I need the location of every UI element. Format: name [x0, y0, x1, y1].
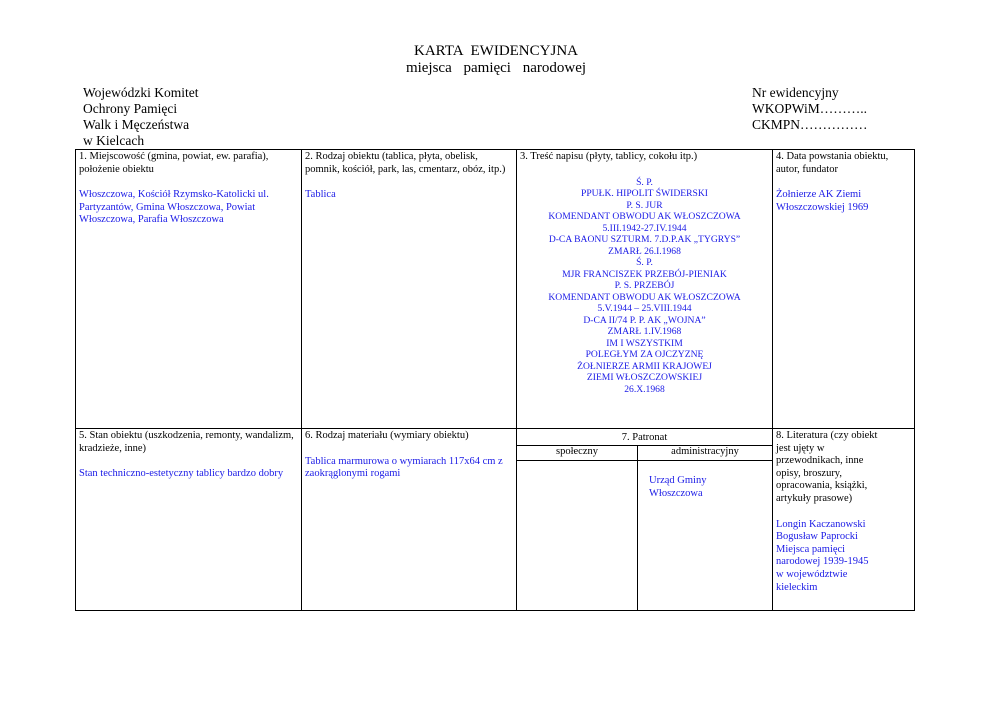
literature-line: narodowej 1939-1945: [776, 556, 869, 568]
inscription-line: ŻOŁNIERZE ARMII KRAJOWEJ: [577, 360, 712, 372]
inscription-line: KOMENDANT OBWODU AK WŁOSZCZOWA: [548, 211, 741, 223]
org-line: Ochrony Pamięci: [83, 101, 178, 116]
cell-object-type: [302, 149, 517, 429]
card-subtitle: miejsca pamięci narodowej: [405, 60, 587, 76]
patronage-social-header: społeczny: [517, 446, 638, 460]
inscription-line: ZIEMI WŁOSZCZOWSKIEJ: [586, 372, 703, 384]
object-type-value: Tablica: [305, 189, 336, 201]
cell-patronage: [517, 429, 773, 611]
inscription-line: P. S. JUR: [626, 199, 663, 211]
patronage-admin-header: administracyjny: [671, 446, 739, 457]
patronage-column-divider: [637, 460, 638, 610]
cell-location: [75, 149, 302, 429]
cell-literature: [773, 429, 915, 611]
inscription-line: D-CA BAONU SZTURM. 7.D.P.AK „TYGRYS”: [548, 234, 741, 246]
inscription-line: Ś. P.: [636, 257, 653, 269]
card-title-block: [0, 43, 992, 77]
literature-value: [776, 519, 886, 595]
location-label: 1. Miejscowość (gmina, powiat, ew. parafia), położenie obiektu: [79, 151, 269, 175]
creation-date-value: Żołnierze AK Ziemi Włoszczowskiej 1969: [776, 189, 869, 213]
registry-line: CKMPN……………: [752, 117, 868, 132]
patronage-label: 7. Patronat: [621, 432, 668, 443]
inscription-line: MJR FRANCISZEK PRZEBÓJ-PIENIAK: [562, 268, 727, 280]
literature-line: Bogusław Paprocki: [776, 531, 858, 543]
cell-creation-date: [773, 149, 915, 429]
inscription-line: POLEGŁYM ZA OJCZYZNĘ: [585, 349, 704, 361]
creation-date-label: 4. Data powstania obiektu, autor, fundator: [776, 151, 889, 175]
registry-line: Nr ewidencyjny: [752, 85, 839, 100]
card-title: KARTA EWIDENCYJNA: [414, 43, 578, 59]
location-value: Włoszczowa, Kościół Rzymsko-Katolicki ul. Partyzantów, Gmina Włoszczowa, Powiat Włoszczowa, Parafia Włoszczowa: [79, 189, 269, 226]
literature-line: kieleckim: [776, 581, 818, 593]
inscription-line: IM I WSZYSTKIM: [606, 337, 683, 349]
patronage-admin-value: Urząd Gminy Włoszczowa: [649, 475, 707, 499]
org-line: Wojewódzki Komitet: [83, 85, 199, 100]
material-label: 6. Rodzaj materiału (wymiary obiektu): [305, 430, 469, 441]
inscription-line: ZMARŁ 26.I.1968: [608, 245, 681, 257]
inscription-line: PPUŁK. HIPOLIT ŚWIDERSKI: [581, 188, 708, 200]
cell-inscription: [517, 149, 773, 429]
inscription-line: P. S. PRZEBÓJ: [614, 280, 675, 292]
inscription-text: [520, 177, 769, 396]
inscription-line: Ś. P.: [636, 176, 653, 188]
inscription-line: 26.X.1968: [624, 383, 665, 395]
inscription-line: 5.V.1944 – 25.VIII.1944: [597, 303, 692, 315]
inscription-line: D-CA II/74 P. P. AK „WOJNA”: [583, 314, 706, 326]
inscription-label: 3. Treść napisu (płyty, tablicy, cokołu itp.): [520, 151, 698, 162]
literature-line: w województwie: [776, 568, 848, 580]
condition-value: Stan techniczno-estetyczny tablicy bardzo dobry: [79, 468, 284, 480]
cell-condition: [75, 429, 302, 611]
inscription-line: 5.III.1942-27.IV.1944: [602, 222, 687, 234]
literature-line: Miejsca pamięci: [776, 543, 846, 555]
object-type-label: 2. Rodzaj obiektu (tablica, płyta, obelisk, pomnik, kościół, park, las, cmentarz, obóz, itp.): [305, 151, 506, 175]
material-value: Tablica marmurowa o wymiarach 117x64 cm z zaokrąglonymi rogami: [305, 455, 503, 480]
registry-number-block: [752, 85, 868, 133]
organization-block: [83, 85, 199, 149]
inscription-line: ZMARŁ 1.IV.1968: [607, 326, 682, 338]
org-line: Walk i Męczeństwa: [83, 117, 190, 132]
patronage-divider: [517, 460, 772, 461]
condition-label: 5. Stan obiektu (uszkodzenia, remonty, wandalizm, kradzieże, inne): [79, 430, 294, 454]
literature-label: 8. Literatura (czy obiekt jest ujęty w przewodnikach, inne opisy, broszury, opracowania, książki, artykuły prasowe): [776, 430, 878, 504]
literature-line: Longin Kaczanowski: [776, 518, 866, 530]
registry-line: WKOPWiM………..: [752, 101, 867, 116]
inscription-line: KOMENDANT OBWODU AK WŁOSZCZOWA: [548, 291, 741, 303]
cell-material: [302, 429, 517, 611]
org-line: w Kielcach: [83, 133, 145, 148]
